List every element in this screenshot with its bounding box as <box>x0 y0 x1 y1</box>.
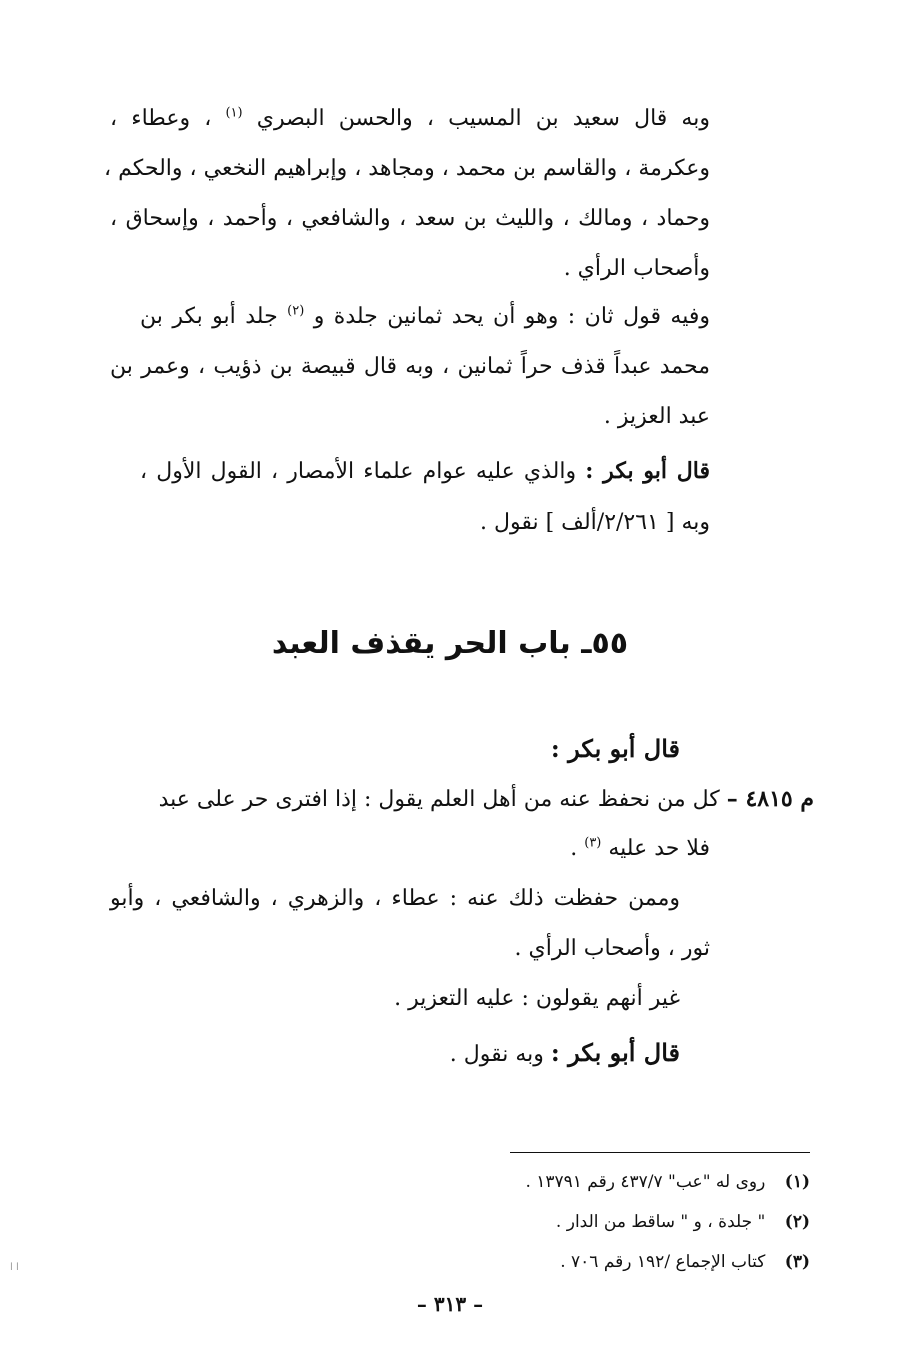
final-text: وبه نقول . <box>449 1042 544 1067</box>
section-para-line3-text: غير أنهم يقولون : عليه التعزير . <box>394 986 680 1011</box>
p2-line1-head: وفيه قول ثان : وهو أن يحد ثمانين جلدة و <box>313 304 710 329</box>
p2-line2-text: محمد عبداً قذف حراً ثمانين ، وبه قال قبيصة بن ذؤيب ، وعمر بن <box>110 354 710 379</box>
p3-line1 <box>140 456 710 487</box>
p1-line1 <box>110 104 710 134</box>
entry-line1 <box>104 784 814 815</box>
p2-line2 <box>110 352 710 382</box>
section-para-line1 <box>110 884 680 914</box>
p1-line4 <box>564 254 710 284</box>
p2-line1 <box>140 302 710 332</box>
p1-line4-text: وأصحاب الرأي . <box>563 256 710 281</box>
p3-line2-text: وبه [ ٢/٢٦١/ألف ] نقول . <box>480 510 710 535</box>
footnote-2-number: (٢) <box>784 1212 810 1232</box>
p2-line3-text: عبد العزيز . <box>603 404 710 429</box>
margin-mark: ا ا <box>10 1262 19 1273</box>
final-speaker-label: قال أبو بكر : <box>550 1038 680 1067</box>
p1-line3-text: وحماد ، ومالك ، والليث بن سعد ، والشافعي ، وأحمد ، وإسحاق ، <box>110 206 710 231</box>
section-para-line2-text: ثور ، وأصحاب الرأي . <box>514 936 710 961</box>
entry-line1-text: كل من نحفظ عنه من أهل العلم يقول : إذا افترى حر على عبد <box>158 787 720 812</box>
footnote-2-text: " جلدة ، و " ساقط من الدار . <box>555 1212 766 1232</box>
p1-line1-tail: ، وعطاء ، <box>110 106 212 131</box>
footnote-separator <box>510 1152 810 1153</box>
p2-line1-tail: جلد أبو بكر بن <box>140 304 278 329</box>
footnote-1-number: (١) <box>784 1172 810 1192</box>
footnote-ref-3: (٣) <box>584 835 602 851</box>
p1-line1-text: وبه قال سعيد بن المسيب ، والحسن البصري <box>256 106 710 131</box>
section-para-line1-text: وممن حفظت ذلك عنه : عطاء ، والزهري ، والشافعي ، وأبو <box>110 886 680 911</box>
entry-number: م ٤٨١٥ – <box>726 786 814 812</box>
footnote-1 <box>525 1170 810 1194</box>
page-number: – ٣١٣ – <box>416 1292 484 1316</box>
section-final-line <box>450 1038 680 1070</box>
p2-line3 <box>604 402 710 432</box>
chapter-heading: ٥٥ـ باب الحر يقذف العبد <box>271 626 629 661</box>
footnote-ref-1: (١) <box>225 105 243 121</box>
p1-line2-text: وعكرمة ، والقاسم بن محمد ، ومجاهد ، وإبراهيم النخعي ، والحكم ، <box>104 156 710 181</box>
speaker-label: قال أبو بكر : <box>585 458 710 484</box>
entry-line2-end: . <box>570 836 578 861</box>
footnote-2 <box>556 1210 810 1234</box>
p3-line2 <box>480 508 710 538</box>
entry-line2-text: فلا حد عليه <box>608 836 710 861</box>
section-para-line3 <box>394 984 680 1014</box>
p1-line2 <box>104 154 710 184</box>
footnote-1-text: روى له "عب" ٤٣٧/٧ رقم ١٣٧٩١ . <box>525 1172 766 1192</box>
section-speaker: قال أبو بكر : <box>550 734 680 763</box>
footnote-3-text: كتاب الإجماع /١٩٢ رقم ٧٠٦ . <box>560 1252 766 1272</box>
footnote-3 <box>560 1250 810 1274</box>
p1-line3 <box>110 204 710 234</box>
p3-line1-text: والذي عليه عوام علماء الأمصار ، القول الأول ، <box>140 459 577 484</box>
section-para-line2 <box>515 934 711 964</box>
entry-line2 <box>570 834 710 864</box>
footnote-3-number: (٣) <box>784 1252 810 1272</box>
footnote-ref-2: (٢) <box>287 303 305 319</box>
